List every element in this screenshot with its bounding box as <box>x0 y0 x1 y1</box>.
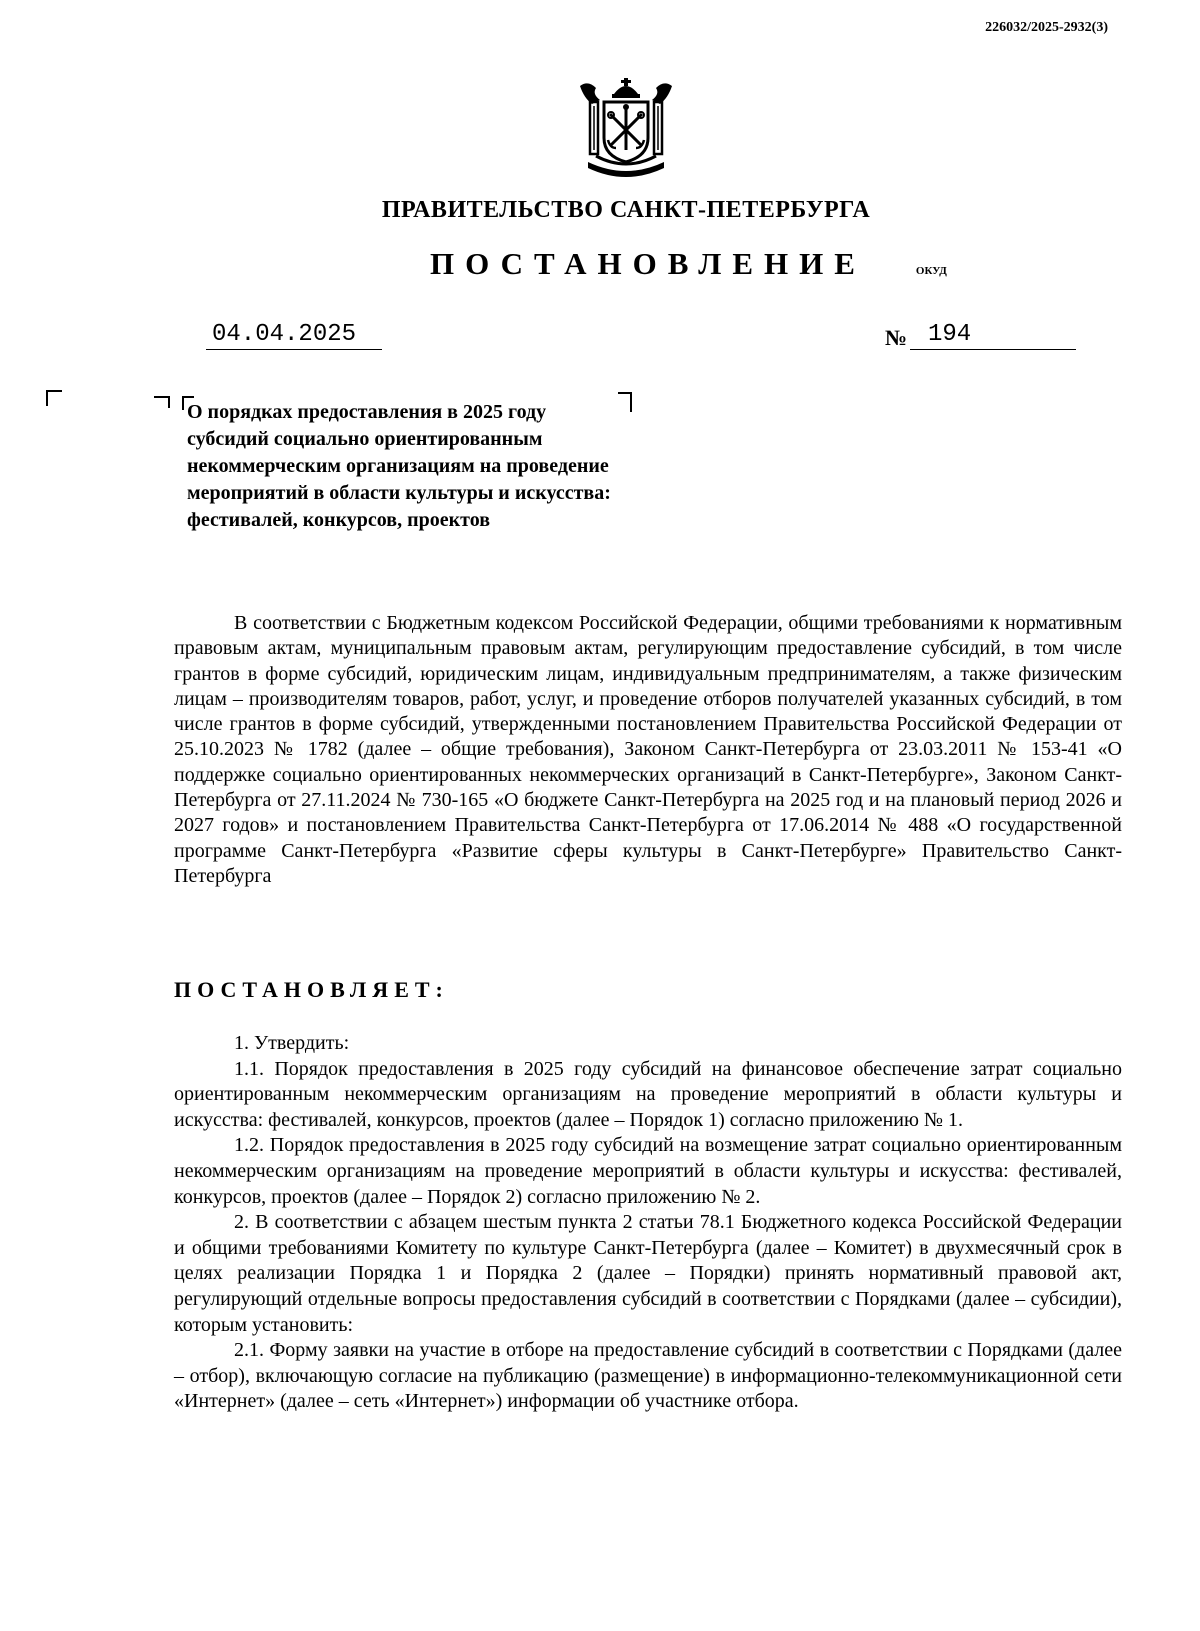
decree-item: 2.1. Форму заявки на участие в отборе на предоставление субсидий в соответствии с Порядками (далее – отбор), включающую согласие на публикацию (размещение) в информационно-телекоммуникационной сети «Интернет» (далее – сеть «Интернет») информации об участнике отбора. <box>174 1339 1122 1413</box>
decree-date: 04.04.2025 <box>206 321 382 350</box>
preamble-paragraph: В соответствии с Бюджетным кодексом Российской Федерации, общими требованиями к нормативным правовым актам, муниципальным правовым актам, регулирующим предоставление субсидий, в том числе грантов в форме субсидий, юридическим лицам, индивидуальным предпринимателям, а также физическим лицам – производителям товаров, работ, услуг, и проведение отборов получателей указанных субсидий, в том числе грантов в форме субсидий, утвержденными постановлением Правительства Российской Федерации от 25.10.2023 № 1782 (далее – общие требования), Законом Санкт-Петербурга от 23.03.2011 № 153-41 «О поддержке социально ориентированных некоммерческих организаций в Санкт-Петербурге», Законом Санкт-Петербурга от 27.11.2024 № 730-165 «О бюджете Санкт-Петербурга на 2025 год и на плановый период 2026 и 2027 годов» и постановлением Правительства Санкт-Петербурга от 17.06.2014 № 488 «О государственной программе Санкт-Петербурга «Развитие сферы культуры в Санкт-Петербурге» Правительство Санкт-Петербурга <box>174 612 1122 887</box>
decree-heading <box>430 246 947 282</box>
government-title: ПРАВИТЕЛЬСТВО САНКТ-ПЕТЕРБУРГА <box>381 197 871 223</box>
number-label: № <box>885 325 908 350</box>
decree-number: 194 <box>910 321 1076 350</box>
decree-item: 1.2. Порядок предоставления в 2025 году субсидий на возмещение затрат социально ориентированным некоммерческим организациям на проведение мероприятий в области культуры и искусства: фестивалей, конкурсов, проектов (далее – Порядок 2) согласно приложению № 2. <box>174 1134 1122 1208</box>
corner-mark-left <box>46 390 62 406</box>
okud-label: ОКУД <box>915 265 947 277</box>
decree-type: ПОСТАНОВЛЕНИЕ <box>430 246 866 281</box>
resolves-heading: ПОСТАНОВЛЯЕТ: <box>174 977 449 1002</box>
decree-items <box>174 1031 1122 1415</box>
preamble-block <box>174 611 1122 889</box>
decree-item: 1. Утвердить: <box>234 1032 350 1054</box>
document-code: 226032/2025-2932(3) <box>985 20 1108 35</box>
decree-item: 1.1. Порядок предоставления в 2025 году субсидий на финансовое обеспечение затрат социально ориентированным некоммерческим организациям на проведение мероприятий в области культуры и искусства: фестивалей, конкурсов, проектов (далее – Порядок 1) согласно приложению № 1. <box>174 1057 1122 1131</box>
corner-mark-subject-left-outer <box>154 396 170 408</box>
st-petersburg-coat-of-arms-icon <box>578 76 674 180</box>
decree-subject: О порядках предоставления в 2025 году субсидий социально ориентированным некоммерческим организациям на проведение мероприятий в области культуры и искусства: фестивалей, конкурсов, проектов <box>187 401 611 531</box>
decree-item: 2. В соответствии с абзацем шестым пункта 2 статьи 78.1 Бюджетного кодекса Российской Федерации и общими требованиями Комитету по культуре Санкт-Петербурга (далее – Комитет) в двухмесячный срок в целях реализации Порядка 1 и Порядка 2 (далее – Порядки) принять нормативный правовой акт, регулирующий отдельные вопросы предоставления субсидий в соответствии с Порядками (далее – субсидии), которым установить: <box>174 1211 1122 1336</box>
